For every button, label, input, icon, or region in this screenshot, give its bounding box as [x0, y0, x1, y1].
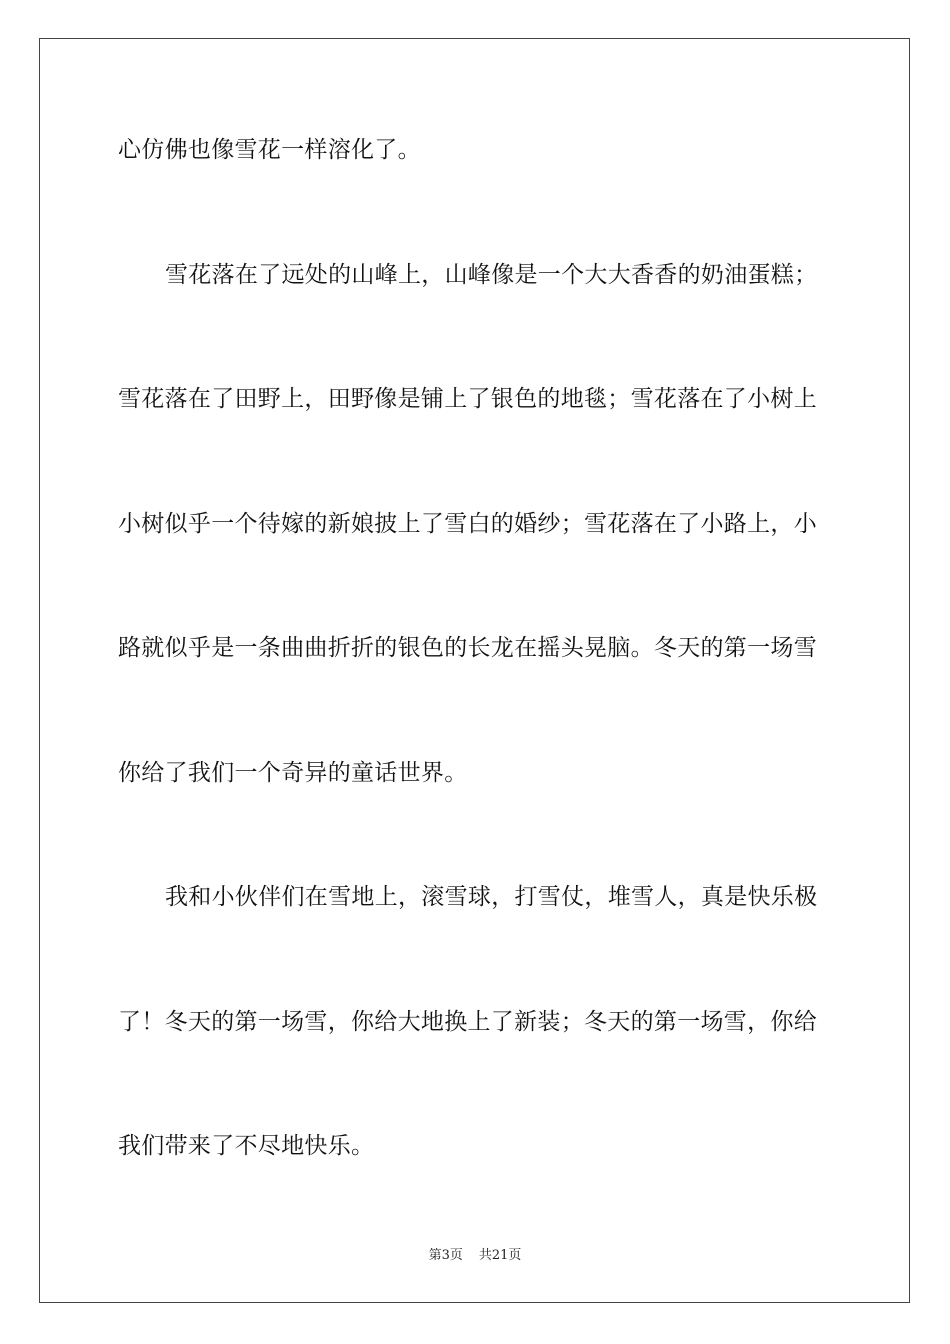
text-line-7: 我和小伙伴们在雪地上，滚雪球，打雪仗，堆雪人，真是快乐极	[165, 884, 818, 910]
text-line-1: 心仿佛也像雪花一样溶化了。	[118, 137, 421, 163]
page-number-current: 第3页	[428, 1248, 463, 1263]
text-line-2: 雪花落在了远处的山峰上，山峰像是一个大大香香的奶油蛋糕；	[165, 262, 818, 288]
page-border	[39, 38, 910, 1303]
text-line-3: 雪花落在了田野上，田野像是铺上了银色的地毯；雪花落在了小树上	[118, 386, 817, 412]
text-line-9: 我们带来了不尽地快乐。	[118, 1133, 375, 1159]
page-footer	[0, 1247, 950, 1265]
text-line-5: 路就似乎是一条曲曲折折的银色的长龙在摇头晃脑。冬天的第一场雪	[118, 635, 817, 661]
text-line-4: 小树似乎一个待嫁的新娘披上了雪白的婚纱；雪花落在了小路上，小	[118, 511, 817, 537]
page-number-total: 共21页	[478, 1248, 522, 1263]
text-line-6: 你给了我们一个奇异的童话世界。	[118, 760, 468, 786]
text-line-8: 了！冬天的第一场雪，你给大地换上了新装；冬天的第一场雪，你给	[118, 1009, 817, 1035]
